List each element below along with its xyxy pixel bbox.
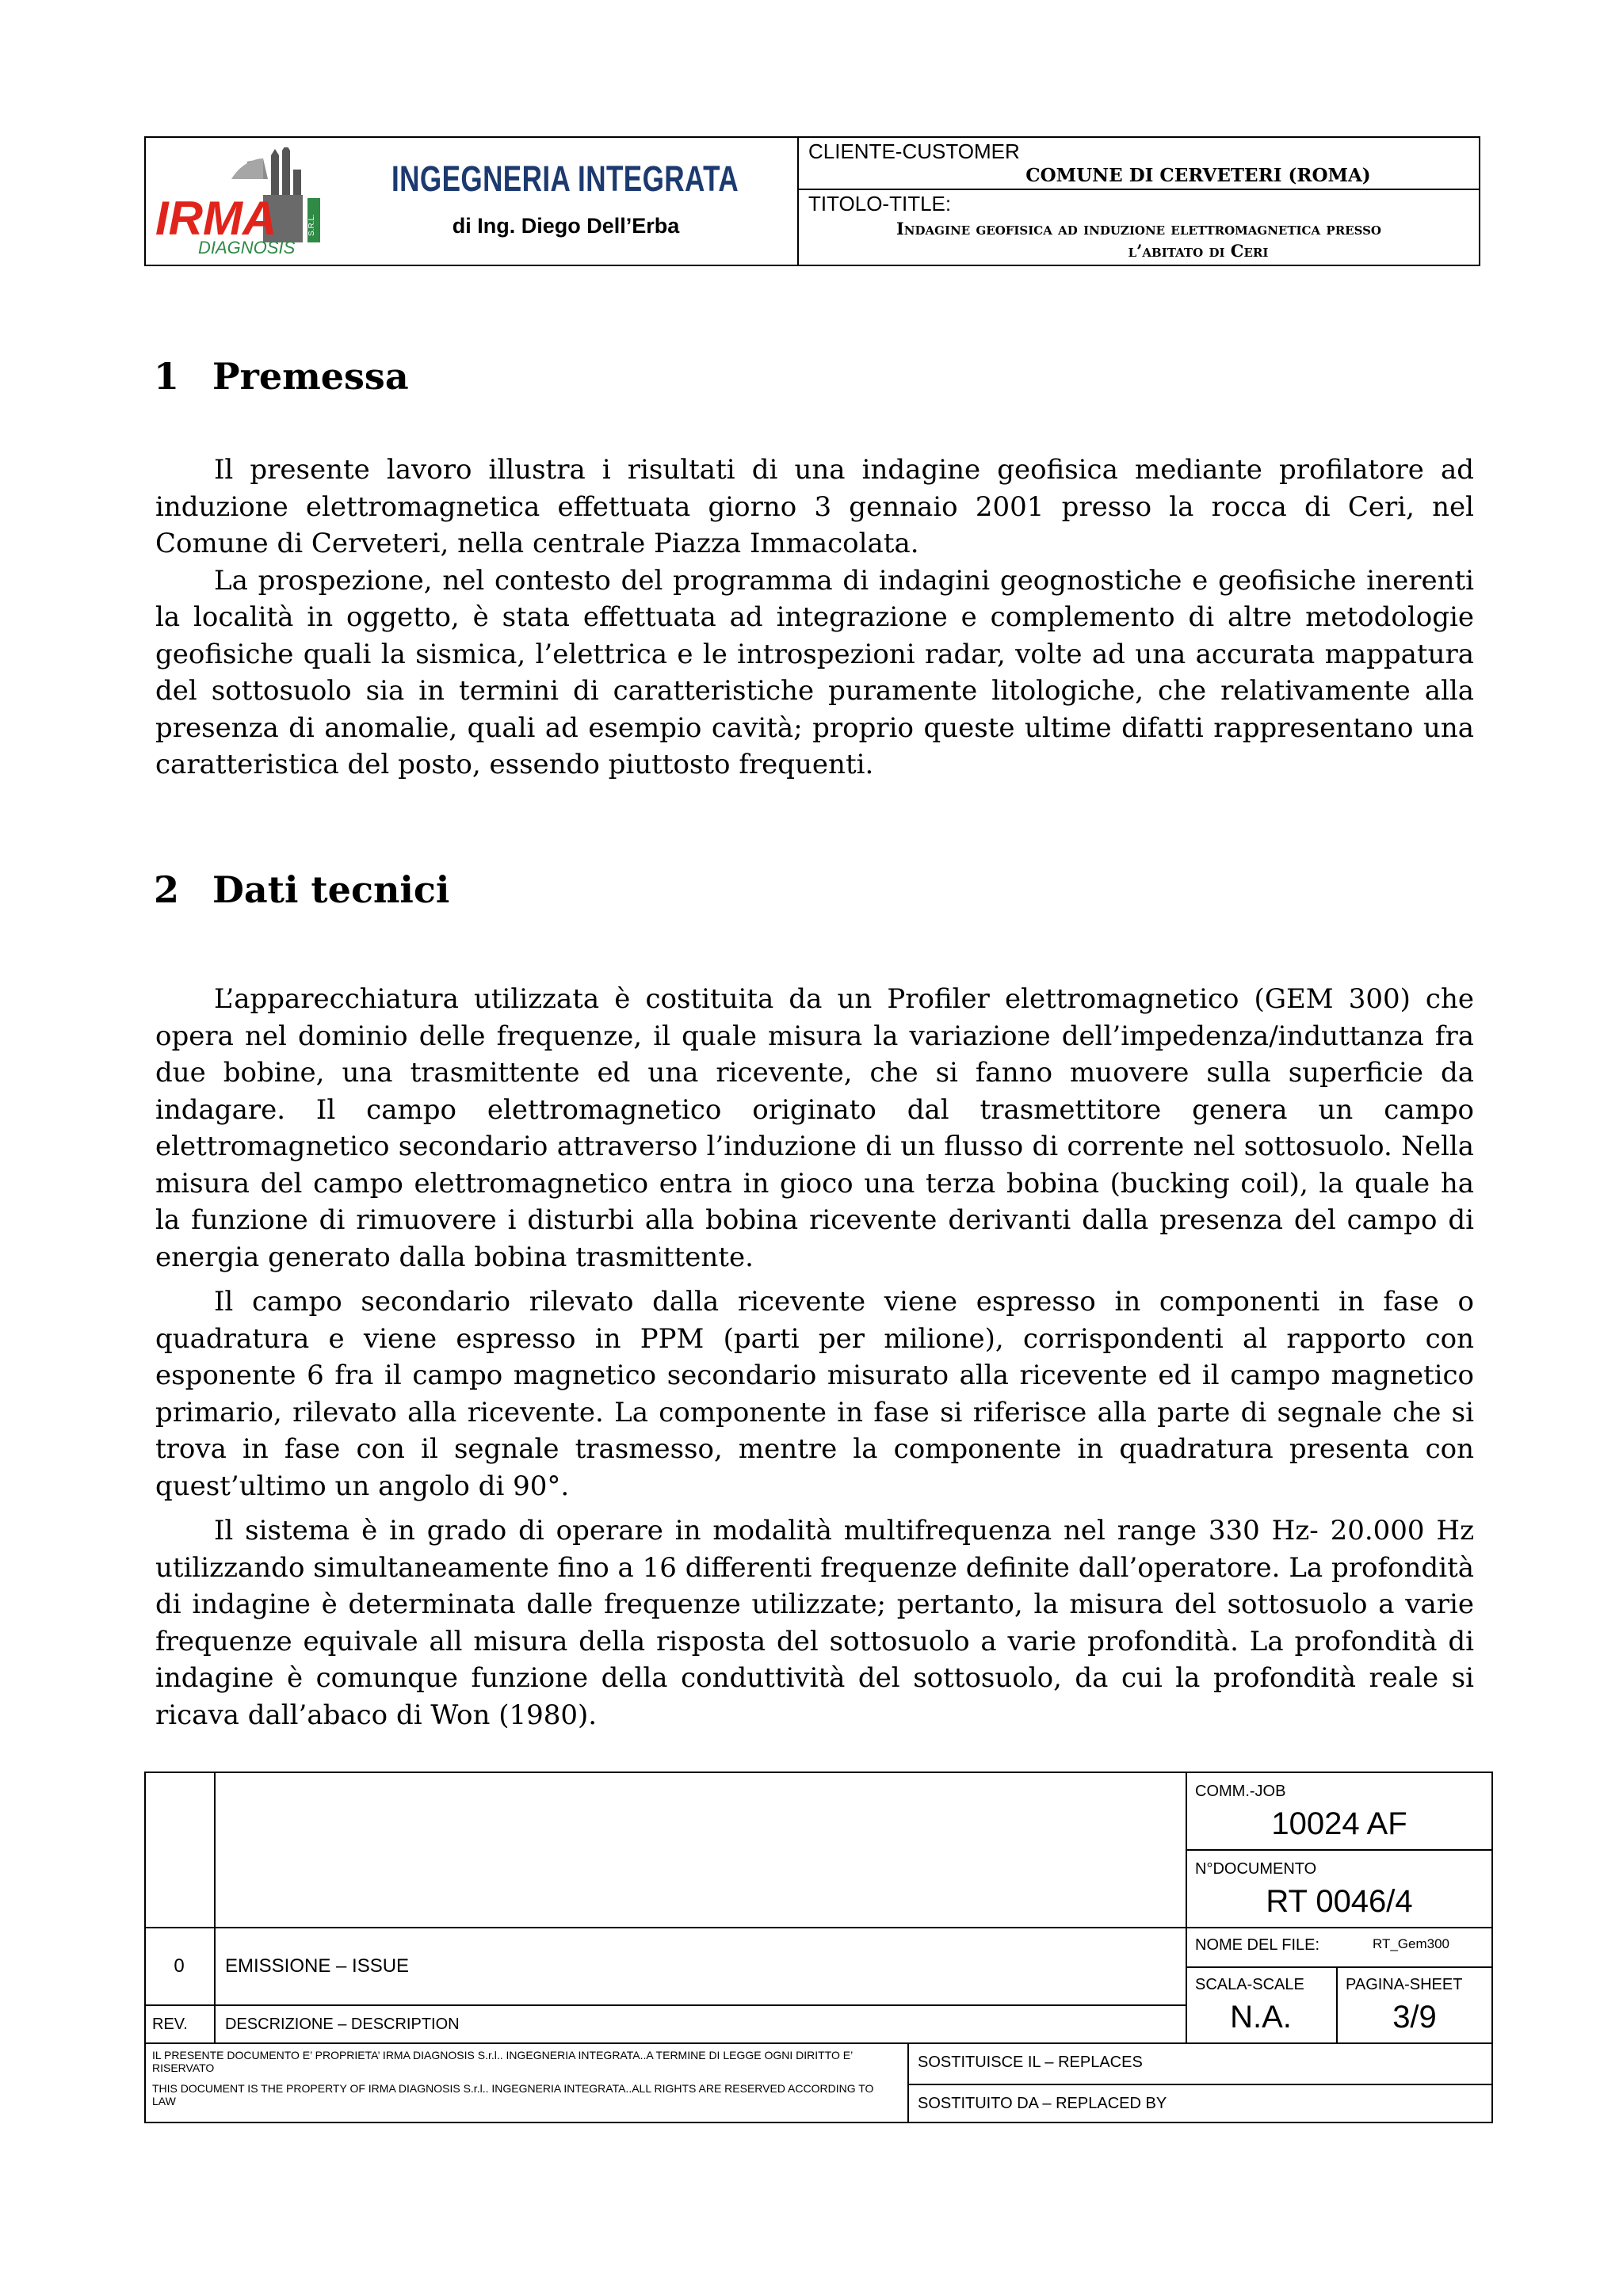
property-notice-it: IL PRESENTE DOCUMENTO E’ PROPRIETA’ IRMA DIAGNOSIS S.r.l.. INGEGNERIA INTEGRATA..A TERMINE DI LEGGE OGNI DIRITTO E’ RISERVATO bbox=[152, 2049, 853, 2074]
sheet-value: 3/9 bbox=[1392, 2000, 1437, 2035]
revision-header: REV. bbox=[152, 2016, 188, 2033]
revision-number: 0 bbox=[174, 1955, 185, 1977]
header-company-cell bbox=[146, 138, 799, 265]
document-number-value: RT 0046/4 bbox=[1266, 1884, 1413, 1919]
section-title: Dati tecnici bbox=[212, 868, 450, 911]
document-number-label: N°DOCUMENTO bbox=[1195, 1860, 1317, 1878]
file-name-label: NOME DEL FILE: bbox=[1195, 1936, 1320, 1954]
paragraph: L’apparecchiatura utilizzata è costituita da un Profiler elettromagnetico (GEM 300) che opera nel dominio delle frequenze, il quale misura la variazione dell’impedenza/induttanza fra due bobine, una trasmittente ed una ricevente, che si fanno muovere sulla superficie da indagare. Il campo elettromagnetico originato dal trasmettitore genera un campo elettromagnetico secondario attraverso l’induzione di un flusso di corrente nel sottosuolo. Nella misura del campo elettromagnetico entra in gioco una terza bobina (bucking coil), la quale ha la funzione di rimuovere i disturbi alla bobina ricevente derivanti dalla presenza del campo di energia generato dalla bobina trasmittente. bbox=[155, 983, 1474, 1273]
section-1-heading bbox=[154, 355, 409, 398]
property-notice-en: THIS DOCUMENT IS THE PROPERTY OF IRMA DIAGNOSIS S.r.l.. INGEGNERIA INTEGRATA..ALL RIGHTS ARE RESERVED ACCORDING TO LAW bbox=[152, 2082, 874, 2107]
paragraph: La prospezione, nel contesto del programma di indagini geognostiche e geofisiche inerenti la località in oggetto, è stata effettuata ad integrazione e complemento di altre metodologie geofisiche quali la sismica, l’elettrica e le introspezioni radar, volte ad una accurata mappatura del sottosuolo sia in termini di caratteristiche puramente litologiche, che relativamente alla presenza di anomalie, quali ad esempio cavità; proprio queste ultime difatti rappresentano una caratteristica del posto, essendo piuttosto frequenti. bbox=[155, 564, 1474, 780]
company-name: INGEGNERIA INTEGRATA bbox=[391, 158, 739, 199]
section-1-body bbox=[155, 452, 1474, 784]
header-info-cell bbox=[799, 138, 1479, 265]
comm-job-label: COMM.-JOB bbox=[1195, 1783, 1286, 1800]
sheet-label: PAGINA-SHEET bbox=[1346, 1976, 1463, 1993]
paragraph: Il campo secondario rilevato dalla ricevente viene espresso in componenti in fase o quadratura e viene espresso in PPM (parti per milione), corrispondenti al rapporto con esponente 6 fra il campo magnetico secondario misurato alla ricevente ed il campo magnetico primario, rilevato alla ricevente. La componente in fase si riferisce alla parte di segnale che si trova in fase con il segnale trasmesso, mentre la componente in quadratura presenta con quest’ultimo un angolo di 90°. bbox=[155, 1286, 1474, 1502]
logo-suffix-text: S.R.L. bbox=[307, 214, 316, 236]
title-label: TITOLO-TITLE: bbox=[808, 192, 952, 215]
revision-description: EMISSIONE – ISSUE bbox=[225, 1955, 410, 1977]
comm-job-value: 10024 AF bbox=[1271, 1806, 1407, 1841]
section-title: Premessa bbox=[212, 355, 409, 398]
document-header bbox=[144, 136, 1480, 266]
irma-diagnosis-logo bbox=[152, 147, 327, 258]
customer-value: COMUNE DI CERVETERI (ROMA) bbox=[1025, 165, 1371, 186]
logo-sub-text: DIAGNOSIS bbox=[198, 238, 296, 257]
section-number: 1 bbox=[154, 355, 180, 398]
document-footer bbox=[144, 1772, 1493, 2123]
section-number: 2 bbox=[154, 868, 180, 911]
paragraph: Il sistema è in grado di operare in modalità multifrequenza nel range 330 Hz- 20.000 Hz utilizzando simultaneamente fino a 16 differenti frequenze definite dall’operatore. La profondità di indagine è determinata dalle frequenze utilizzate; pertanto, la misura del sottosuolo a varie frequenze equivale all misura della risposta del sottosuolo a varie profondità. La profondità di indagine è comunque funzione della conduttività del sottosuolo, da cui la profondità reale si ricava dall’abaco di Won (1980). bbox=[155, 1515, 1474, 1731]
replaced-by-label: SOSTITUITO DA – REPLACED BY bbox=[918, 2095, 1167, 2112]
title-line-1: Indagine geofisica ad induzione elettromagnetica presso bbox=[896, 219, 1381, 238]
scale-value: N.A. bbox=[1230, 2000, 1292, 2035]
description-header: DESCRIZIONE – DESCRIPTION bbox=[225, 2016, 460, 2033]
title-line-2: l’abitato di Ceri bbox=[1128, 241, 1269, 261]
section-2-heading bbox=[154, 868, 449, 911]
engineer-name: di Ing. Diego Dell’Erba bbox=[452, 214, 680, 238]
section-2-body bbox=[155, 981, 1474, 1733]
paragraph: Il presente lavoro illustra i risultati di una indagine geofisica mediante profilatore ad induzione elettromagnetica effettuata giorno 3 gennaio 2001 presso la rocca di Ceri, nel Comune di Cerveteri, nella centrale Piazza Immacolata. bbox=[155, 454, 1474, 559]
file-name-value: RT_Gem300 bbox=[1373, 1936, 1450, 1951]
customer-label: CLIENTE-CUSTOMER bbox=[808, 139, 1020, 163]
logo-brand-text: IRMA bbox=[155, 192, 277, 245]
replaces-label: SOSTITUISCE IL – REPLACES bbox=[918, 2054, 1143, 2071]
scale-label: SCALA-SCALE bbox=[1195, 1976, 1304, 1993]
